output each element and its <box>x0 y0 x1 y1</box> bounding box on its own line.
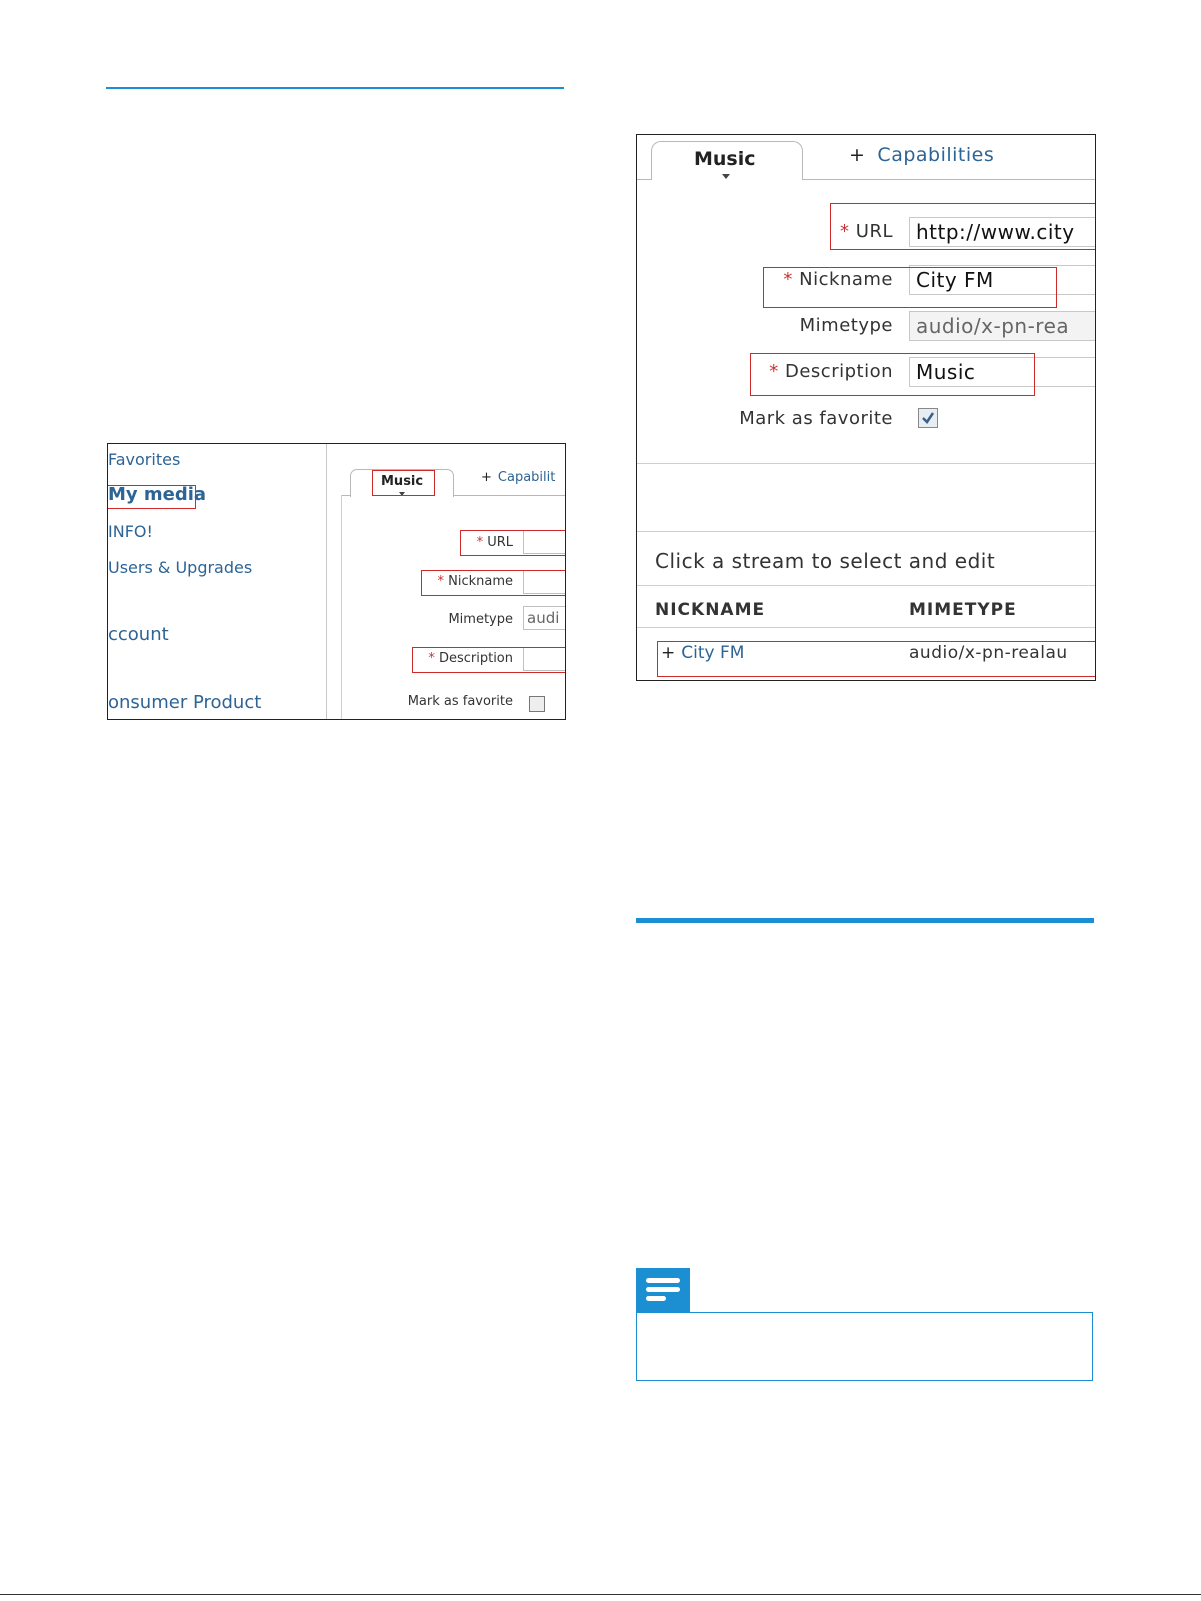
checkmark-icon <box>919 409 937 427</box>
screenshot-stream-form <box>636 134 1096 681</box>
nickname-input[interactable]: City FM <box>909 265 1096 295</box>
description-label: * Description <box>428 651 513 666</box>
sidebar-item-my-media[interactable]: My media <box>108 484 207 505</box>
table-row-mimetype[interactable]: audio/x-pn-realau <box>909 643 1068 663</box>
tab-music-label: Music <box>381 474 424 489</box>
favorite-label: Mark as favorite <box>739 408 893 429</box>
nickname-label: * Nickname <box>437 574 513 589</box>
note-box <box>636 1312 1093 1381</box>
url-label: * URL <box>840 221 893 242</box>
highlight-music-tab <box>372 470 435 496</box>
tab-capabilities-label: Capabilities <box>877 144 995 166</box>
table-row-nickname[interactable]: + City FM <box>661 643 745 663</box>
form-border <box>341 495 342 720</box>
tab-arrow-icon <box>722 174 730 179</box>
tab-music-label: Music <box>694 148 756 170</box>
plus-icon: + <box>481 470 492 485</box>
stream-list-instruction: Click a stream to select and edit <box>655 549 996 573</box>
tab-capabilities[interactable] <box>481 470 555 485</box>
tab-capabilities[interactable] <box>849 144 994 166</box>
mimetype-label: Mimetype <box>799 315 893 336</box>
mimetype-input[interactable]: audi <box>523 606 566 630</box>
section-rule-right <box>636 918 1094 923</box>
sidebar-item-favorites[interactable]: Favorites <box>108 450 181 469</box>
highlight-description <box>750 353 1035 396</box>
favorite-checkbox[interactable] <box>918 408 938 428</box>
separator <box>637 585 1095 586</box>
plus-icon: + <box>849 144 866 166</box>
column-header-nickname[interactable]: NICKNAME <box>655 600 766 620</box>
sidebar-item-account[interactable]: ccount <box>108 624 169 645</box>
highlight-description <box>412 647 566 673</box>
sidebar-item-info[interactable]: INFO! <box>108 522 153 541</box>
section-rule-top <box>106 87 564 89</box>
favorite-label: Mark as favorite <box>407 694 513 709</box>
separator <box>637 463 1095 464</box>
description-input[interactable]: Music <box>909 357 1096 387</box>
url-label: * URL <box>476 535 513 550</box>
description-label: * Description <box>769 361 893 382</box>
column-header-mimetype[interactable]: MIMETYPE <box>909 600 1017 620</box>
highlight-nickname <box>421 570 566 596</box>
note-icon <box>636 1268 690 1312</box>
highlight-stream-row <box>657 641 1096 677</box>
sidebar-item-consumer-product[interactable]: onsumer Product <box>108 692 262 713</box>
mimetype-label: Mimetype <box>448 612 513 627</box>
tab-capabilities-label: Capabilit <box>497 470 556 485</box>
sidebar-item-users-upgrades[interactable]: Users & Upgrades <box>108 558 253 577</box>
highlight-nickname <box>763 267 1057 308</box>
highlight-my-media <box>107 485 196 509</box>
highlight-url <box>830 203 1096 250</box>
separator <box>637 627 1095 628</box>
favorite-checkbox[interactable] <box>529 696 545 712</box>
page-bottom-line <box>0 1594 1201 1595</box>
nickname-label: * Nickname <box>783 269 893 290</box>
screenshot-my-media <box>107 443 566 720</box>
highlight-url <box>460 530 566 556</box>
mimetype-input[interactable]: audio/x-pn-rea <box>909 311 1096 341</box>
separator <box>637 531 1095 532</box>
plus-icon: + <box>661 643 676 663</box>
url-input[interactable]: http://www.city <box>909 217 1096 247</box>
panel-divider <box>326 444 327 719</box>
